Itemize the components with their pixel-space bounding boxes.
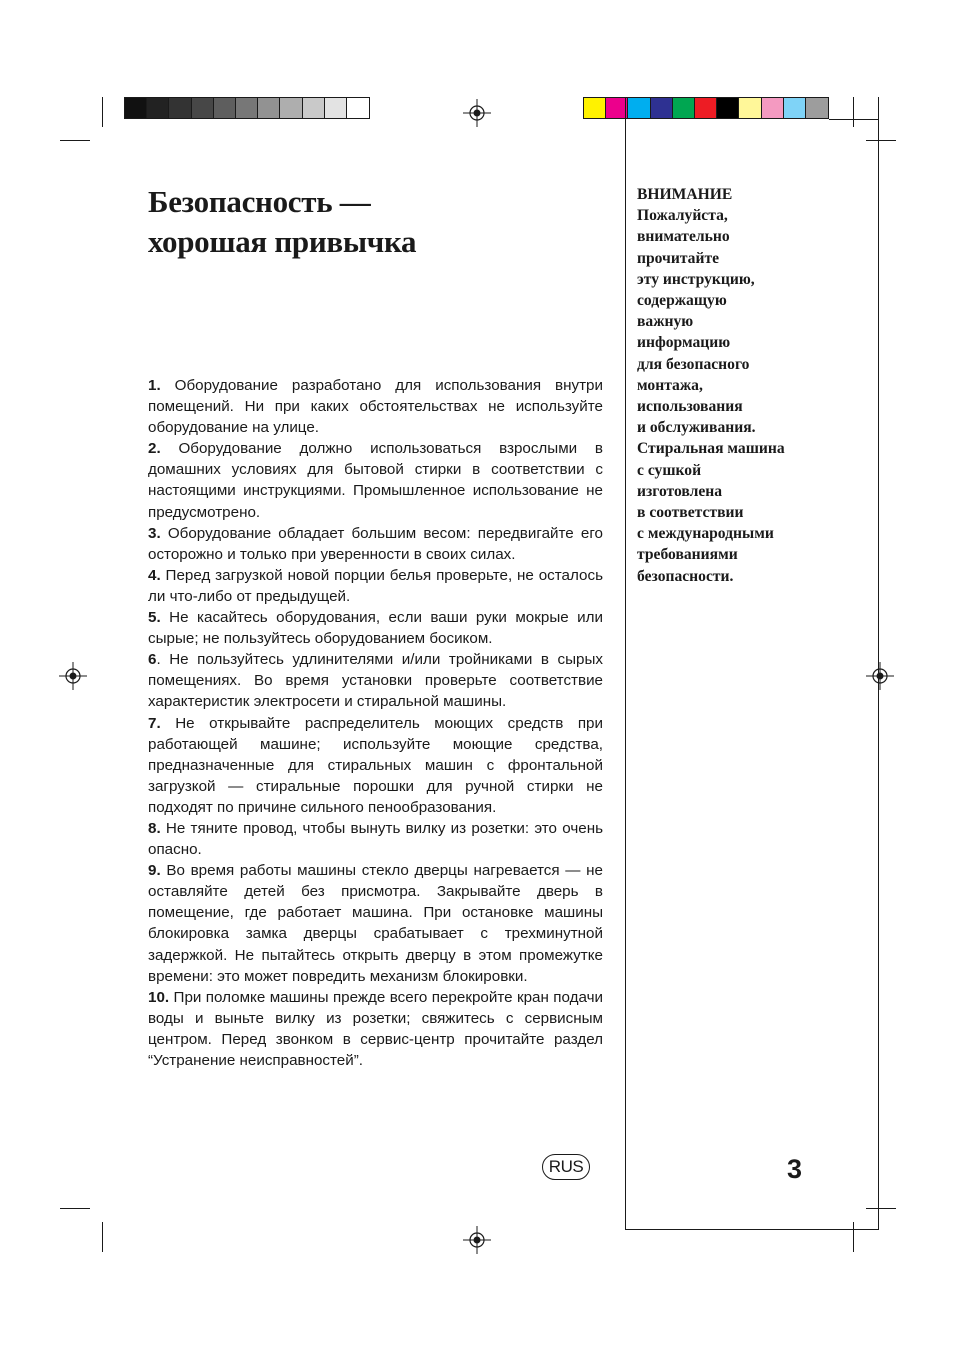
list-item [148, 438, 603, 522]
list-item [148, 607, 603, 649]
list-item-text: Не тяните провод, чтобы вынуть вилку из розетки: это очень опасно. [148, 819, 603, 859]
color-swatch [214, 98, 236, 118]
notice-line: эту инструкцию, [637, 270, 755, 288]
notice-line: с сушкой [637, 461, 702, 479]
list-item [148, 860, 603, 987]
list-item-text: Не открывайте распределитель моющих средств при работающей машине; используйте моющие средства, предназначенные для стиральных машин с фронтальной загрузкой — стиральные порошки для ручной стирки не подходят по причине сильного пенообразования. [148, 714, 603, 816]
list-item-number: 9. [148, 862, 161, 880]
list-item-text: Оборудование разработано для использования внутри помещений. Ни при каких обстоятельствах не используйте оборудование на улице. [148, 377, 603, 437]
color-swatch [280, 98, 302, 118]
page-number: 3 [787, 1154, 803, 1184]
list-item-text: При поломке машины прежде всего перекройте кран подачи воды и выньте вилку из розетки; свяжитесь с сервисным центром. Перед звонком в сервис-центр прочитайте раздел “Устранение неисправностей”. [148, 988, 603, 1069]
notice-line: с международными [637, 525, 774, 543]
list-item [148, 375, 603, 438]
color-swatch [236, 98, 258, 118]
notice-line: важную [637, 313, 694, 331]
crop-mark [60, 140, 90, 141]
list-item-text: Не касайтесь оборудования, если ваши руки мокрые или сырые; не пользуйтесь оборудованием босиком. [148, 609, 603, 648]
list-item-number: 3. [148, 524, 161, 542]
color-swatch [125, 98, 147, 118]
list-item [148, 987, 603, 1071]
notice-line: для безопасного [637, 355, 750, 373]
crop-mark [102, 97, 103, 127]
notice-line: Стиральная машина [637, 440, 785, 458]
notice-line: использования [637, 398, 743, 416]
safety-rules-list [148, 375, 603, 1071]
notice-line: безопасности. [637, 567, 734, 585]
notice-line: изготовлена [637, 482, 723, 500]
notice-line: требованиями [637, 546, 738, 564]
list-item-number: 4. [148, 566, 161, 584]
list-item-number: 5. [148, 609, 161, 627]
color-swatch [258, 98, 280, 118]
page-title [148, 182, 588, 262]
notice-line: внимательно [637, 228, 730, 246]
notice-line: прочитайте [637, 249, 720, 267]
registration-mark-icon [59, 662, 87, 690]
notice-line: содержащую [637, 292, 727, 310]
color-swatch [325, 98, 347, 118]
registration-mark-icon [463, 1226, 491, 1254]
notice-line: и обслуживания. [637, 419, 756, 437]
list-item-text: Оборудование обладает большим весом: передвигайте его осторожно и только при уверенности в своих силах. [148, 524, 603, 563]
color-swatch [347, 98, 369, 118]
color-swatch [303, 98, 325, 118]
registration-mark-icon [463, 99, 491, 127]
color-swatch [192, 98, 214, 118]
language-badge: RUS [542, 1154, 590, 1180]
notice-line: Пожалуйста, [637, 207, 728, 225]
color-swatch [147, 98, 169, 118]
list-item-number: 2. [148, 440, 161, 458]
list-item [148, 649, 603, 712]
sidebar-frame-top [829, 119, 879, 120]
list-item [148, 818, 603, 860]
list-item-text: . Не пользуйтесь удлинителями и/или тройниками в сырых помещениях. Во время установки проверьте соответствие характеристик электросети и стиральной машины. [148, 651, 603, 711]
crop-mark [102, 1222, 103, 1252]
list-item-text: Перед загрузкой новой порции белья проверьте, не осталось ли что-либо от предыдущей. [148, 566, 603, 605]
notice-line: в соответствии [637, 504, 744, 522]
crop-mark [60, 1208, 90, 1209]
notice-heading: ВНИМАНИЕ [637, 186, 733, 203]
list-item-number: 7. [148, 714, 161, 732]
list-item-number: 6 [148, 651, 157, 669]
list-item [148, 565, 603, 607]
color-swatch [169, 98, 191, 118]
list-item-text: Оборудование должно использоваться взрослыми в домашних условиях для бытовой стирки в соответствии с настоящими инструкциями. Промышленное использование не предусмотрено. [148, 440, 603, 521]
list-item [148, 713, 603, 818]
grayscale-calibration-bar [124, 97, 370, 119]
list-item-text: Во время работы машины стекло дверцы нагревается — не оставляйте детей без присмотра. Закрывайте дверь в помещение, где работает машина. При остановке машины блокировка замка дверцы срабатывает с трехминутной задержкой. Не пытайтесь открыть дверцу в этом промежутке времени: это может повредить механизм блокировки. [148, 862, 603, 985]
page-title-line: хорошая привычка [148, 224, 417, 259]
attention-notice [637, 184, 867, 587]
page-title-line: Безопасность — [148, 184, 371, 219]
list-item-number: 10. [148, 988, 170, 1006]
color-swatch [584, 98, 606, 118]
notice-line: информацию [637, 334, 731, 352]
list-item [148, 523, 603, 565]
notice-line: монтажа, [637, 376, 703, 394]
list-item-number: 1. [148, 377, 161, 394]
list-item-number: 8. [148, 819, 161, 837]
